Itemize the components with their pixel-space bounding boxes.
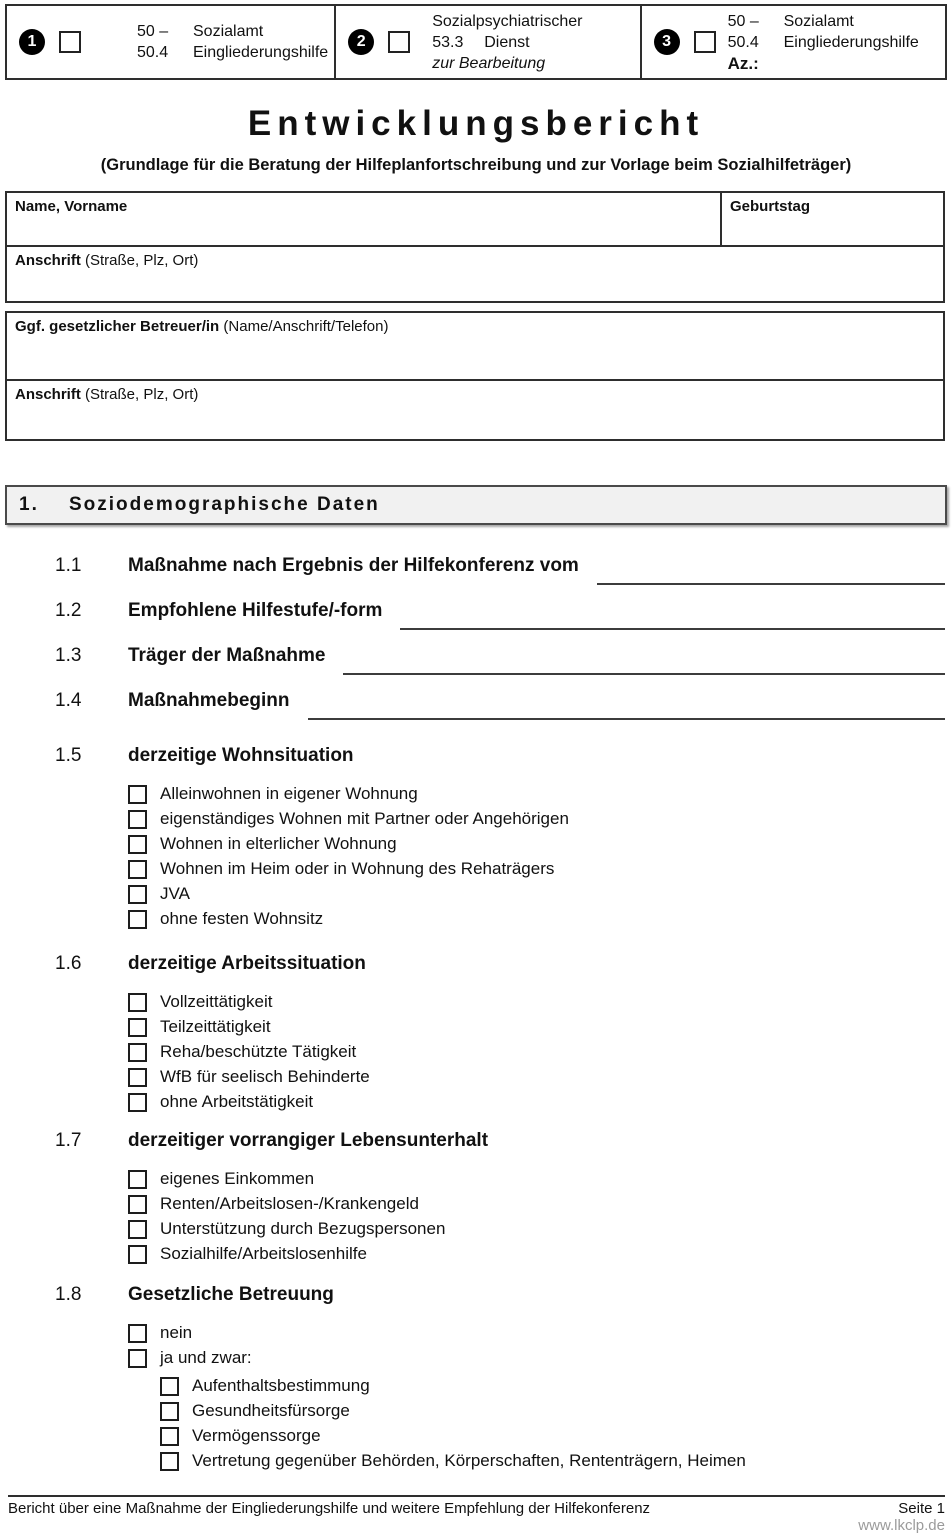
item-1-8-number: 1.8	[55, 1284, 82, 1305]
option-checkbox[interactable]	[128, 993, 147, 1012]
step-2-badge: 2	[348, 29, 374, 55]
option-checkbox[interactable]	[160, 1427, 179, 1446]
item-1-6	[0, 953, 952, 986]
dept-name: Eingliederungshilfe	[193, 44, 329, 61]
option-unterhalt-1	[128, 1169, 952, 1189]
option-arbeit-3	[128, 1042, 952, 1062]
routing-cell-sozialamt-1	[7, 6, 334, 78]
option-unterhalt-3	[128, 1219, 952, 1239]
option-checkbox[interactable]	[128, 860, 147, 879]
address-field[interactable]	[7, 247, 943, 301]
suboption-betreuung-4	[160, 1451, 952, 1471]
item-1-7	[0, 1130, 952, 1163]
option-wohnsituation-3	[128, 834, 952, 854]
suboptions-1-8	[160, 1376, 952, 1471]
option-checkbox[interactable]	[128, 1043, 147, 1062]
option-betreuung-ja	[128, 1348, 952, 1368]
footer-description: Bericht über eine Maßnahme der Eingliederungshilfe und weitere Empfehlung der Hilfekonferenz	[8, 1500, 651, 1517]
option-label: Sozialhilfe/Arbeitslosenhilfe	[160, 1244, 367, 1263]
option-checkbox[interactable]	[128, 1093, 147, 1112]
page-number: Seite 1	[898, 1500, 945, 1517]
item-1-7-number: 1.7	[55, 1130, 82, 1151]
option-label: Gesundheitsfürsorge	[192, 1401, 350, 1420]
item-1-4-label: Maßnahmebeginn	[128, 690, 290, 711]
option-label: ohne Arbeitstätigkeit	[160, 1092, 314, 1111]
routing-text-2	[432, 11, 582, 74]
option-label: JVA	[160, 884, 190, 903]
option-label: Unterstützung durch Bezugspersonen	[160, 1219, 446, 1238]
step-1-badge: 1	[19, 29, 45, 55]
item-1-7-label: derzeitiger vorrangiger Lebensunterhalt	[128, 1130, 489, 1151]
option-label: Aufenthaltsbestimmung	[192, 1376, 370, 1395]
option-checkbox[interactable]	[128, 885, 147, 904]
page-subtitle: (Grundlage für die Beratung der Hilfeplanfortschreibung und zur Vorlage beim Sozialhilfeträger)	[100, 156, 852, 174]
dept-name: Eingliederungshilfe	[783, 33, 919, 51]
item-1-1	[0, 555, 952, 588]
option-label: Wohnen im Heim oder in Wohnung des Rehaträgers	[160, 859, 555, 878]
option-label: nein	[160, 1323, 193, 1342]
dept-name: Sozialamt	[193, 23, 264, 40]
option-label: Alleinwohnen in eigener Wohnung	[160, 784, 418, 803]
item-1-4-number: 1.4	[55, 690, 82, 711]
option-checkbox[interactable]	[128, 1195, 147, 1214]
guardian-address-field[interactable]	[7, 381, 943, 439]
option-checkbox[interactable]	[160, 1452, 179, 1471]
option-checkbox[interactable]	[128, 1170, 147, 1189]
option-wohnsituation-1	[128, 784, 952, 804]
routing-checkbox-1[interactable]	[59, 31, 81, 53]
item-1-2-input-line[interactable]	[400, 600, 945, 630]
routing-text-1	[137, 21, 328, 63]
routing-cell-sozialpsychiatrischer-dienst	[334, 6, 639, 78]
option-label: ja und zwar:	[160, 1348, 252, 1367]
guardian-table	[5, 311, 945, 441]
footer-url: www.lkclp.de	[858, 1517, 945, 1534]
option-label: Wohnen in elterlicher Wohnung	[160, 834, 397, 853]
option-label: Reha/beschützte Tätigkeit	[160, 1042, 357, 1061]
options-1-7	[128, 1169, 952, 1264]
routing-header	[5, 4, 947, 80]
item-1-5	[0, 745, 952, 778]
option-label: eigenes Einkommen	[160, 1169, 315, 1188]
item-1-4	[0, 690, 952, 723]
dept-name: Sozialpsychiatrischer	[432, 12, 583, 30]
option-wohnsituation-4	[128, 859, 952, 879]
option-checkbox[interactable]	[128, 1018, 147, 1037]
option-checkbox[interactable]	[128, 1245, 147, 1264]
item-1-2-number: 1.2	[55, 600, 82, 621]
option-wohnsituation-5	[128, 884, 952, 904]
option-checkbox[interactable]	[128, 1220, 147, 1239]
option-checkbox[interactable]	[160, 1377, 179, 1396]
item-1-3-number: 1.3	[55, 645, 82, 666]
options-1-6	[128, 992, 952, 1112]
guardian-field-label: Ggf. gesetzlicher Betreuer/in	[15, 318, 220, 335]
option-checkbox[interactable]	[128, 810, 147, 829]
item-1-1-number: 1.1	[55, 555, 82, 576]
dept-name: Sozialamt	[783, 12, 854, 30]
birthday-field-label: Geburtstag	[730, 198, 811, 215]
option-checkbox[interactable]	[128, 785, 147, 804]
item-1-1-label: Maßnahme nach Ergebnis der Hilfekonferenz vom	[128, 555, 579, 576]
option-label: Teilzeittätigkeit	[160, 1017, 271, 1036]
option-label: Vermögenssorge	[192, 1426, 321, 1445]
option-label: WfB für seelisch Behinderte	[160, 1067, 370, 1086]
option-checkbox[interactable]	[128, 1349, 147, 1368]
dept-name: Dienst	[484, 33, 530, 51]
option-arbeit-2	[128, 1017, 952, 1037]
address-field-hint: (Straße, Plz, Ort)	[85, 252, 199, 269]
dept-code: 50.4	[727, 33, 759, 51]
processing-note: zur Bearbeitung	[432, 54, 546, 72]
item-1-5-label: derzeitige Wohnsituation	[128, 745, 354, 766]
page-title: Entwicklungsbericht	[247, 104, 705, 143]
routing-checkbox-3[interactable]	[694, 31, 716, 53]
section-1-heading	[5, 485, 947, 525]
item-1-2-label: Empfohlene Hilfestufe/-form	[128, 600, 383, 621]
option-label: Vertretung gegenüber Behörden, Körperschaften, Rententrägern, Heimen	[192, 1451, 746, 1470]
option-checkbox[interactable]	[128, 1324, 147, 1343]
routing-cell-sozialamt-3	[640, 6, 945, 78]
suboption-betreuung-3	[160, 1426, 952, 1446]
option-unterhalt-2	[128, 1194, 952, 1214]
item-1-4-input-line[interactable]	[308, 690, 945, 720]
guardian-address-hint: (Straße, Plz, Ort)	[85, 386, 199, 403]
item-1-2	[0, 600, 952, 633]
section-1-number: 1.	[19, 494, 39, 515]
option-label: Renten/Arbeitslosen-/Krankengeld	[160, 1194, 419, 1213]
file-number-label: Az.:	[727, 53, 759, 73]
item-1-5-number: 1.5	[55, 745, 82, 766]
option-arbeit-4	[128, 1067, 952, 1087]
item-1-6-number: 1.6	[55, 953, 82, 974]
item-1-3-label: Träger der Maßnahme	[128, 645, 326, 666]
item-1-8-label: Gesetzliche Betreuung	[128, 1284, 334, 1305]
routing-text-3	[728, 11, 919, 74]
option-unterhalt-4	[128, 1244, 952, 1264]
person-table	[5, 191, 945, 303]
dept-code: 50.4	[137, 44, 169, 61]
dept-code: 50 –	[727, 12, 759, 30]
option-checkbox[interactable]	[128, 1068, 147, 1087]
options-1-8	[128, 1323, 952, 1368]
birthday-field[interactable]	[720, 193, 943, 245]
option-checkbox[interactable]	[128, 835, 147, 854]
guardian-field[interactable]	[7, 313, 943, 379]
routing-checkbox-2[interactable]	[388, 31, 410, 53]
address-field-label: Anschrift	[15, 252, 81, 269]
dept-code: 53.3	[432, 33, 464, 51]
item-1-3	[0, 645, 952, 678]
option-checkbox[interactable]	[128, 910, 147, 929]
page-footer	[8, 1495, 945, 1534]
option-betreuung-nein	[128, 1323, 952, 1343]
section-1-title: Soziodemographische Daten	[69, 494, 380, 515]
option-wohnsituation-6	[128, 909, 952, 929]
suboption-betreuung-1	[160, 1376, 952, 1396]
guardian-field-hint: (Name/Anschrift/Telefon)	[223, 318, 389, 335]
item-1-6-label: derzeitige Arbeitssituation	[128, 953, 366, 974]
name-field-label: Name, Vorname	[15, 198, 128, 215]
option-checkbox[interactable]	[160, 1402, 179, 1421]
option-wohnsituation-2	[128, 809, 952, 829]
guardian-address-label: Anschrift	[15, 386, 81, 403]
option-arbeit-5	[128, 1092, 952, 1112]
option-arbeit-1	[128, 992, 952, 1012]
option-label: eigenständiges Wohnen mit Partner oder Angehörigen	[160, 809, 569, 828]
options-1-5	[128, 784, 952, 929]
name-field[interactable]	[7, 193, 720, 245]
item-1-1-input-line[interactable]	[597, 555, 945, 585]
dept-code: 50 –	[137, 23, 169, 40]
item-1-8	[0, 1284, 952, 1317]
option-label: ohne festen Wohnsitz	[160, 909, 324, 928]
item-1-3-input-line[interactable]	[343, 645, 945, 675]
step-3-badge: 3	[654, 29, 680, 55]
option-label: Vollzeittätigkeit	[160, 992, 273, 1011]
suboption-betreuung-2	[160, 1401, 952, 1421]
